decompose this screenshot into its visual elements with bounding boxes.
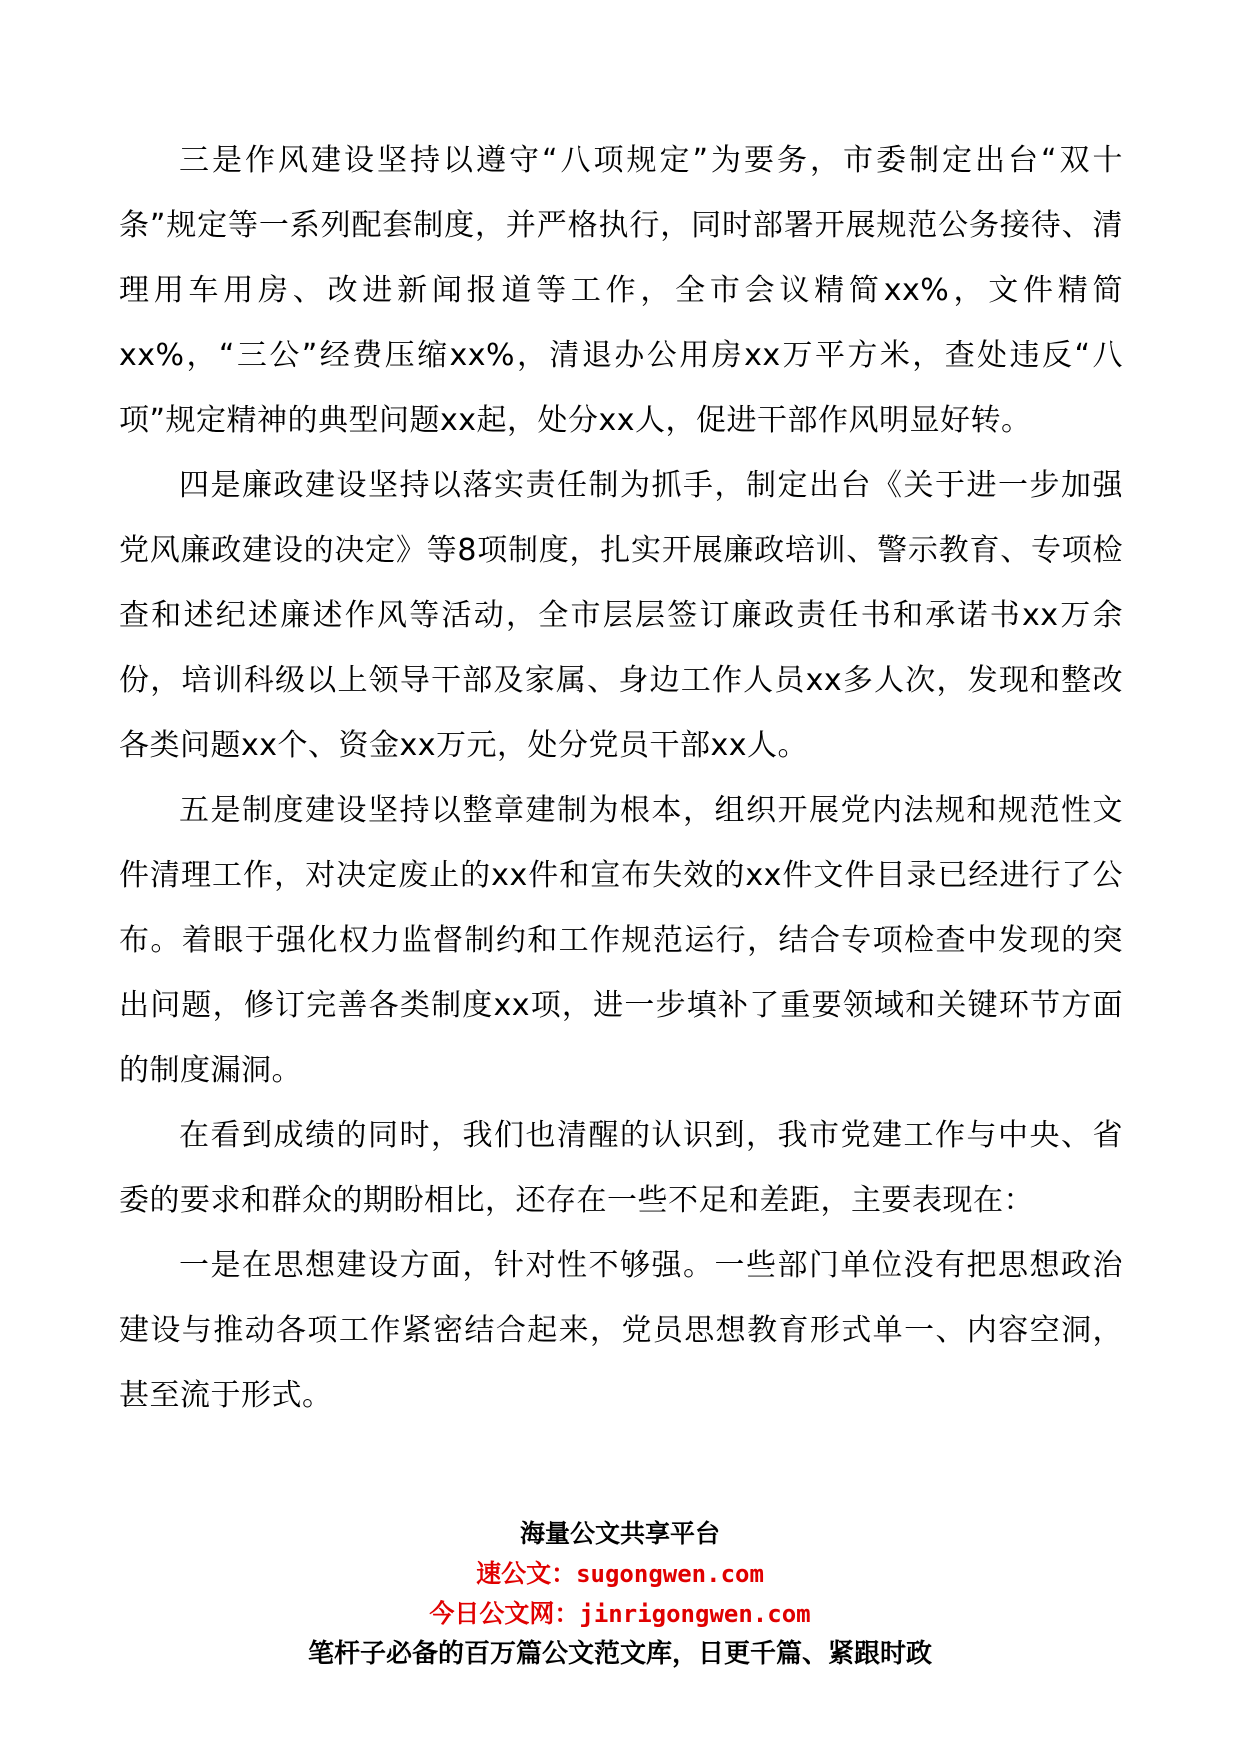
footer-slogan: 笔杆子必备的百万篇公文范文库，日更千篇、紧跟时政 (307, 1639, 932, 1669)
footer-banner (0, 1514, 1240, 1674)
paragraph-work-style: 三是作风建设坚持以遵守“八项规定”为要务，市委制定出台“双十条”规定等一系列配套制度，并严格执行，同时部署开展规范公务接待、清理用车用房、改进新闻报道等工作，全市会议精简xx%，文件精简xx%，“三公”经费压缩xx%，清退办公用房xx万平方米，查处违反“八项”规定精神的典型问题xx起，处分xx人，促进干部作风明显好转。 (119, 143, 1123, 438)
paragraph-institution-building: 五是制度建设坚持以整章建制为根本，组织开展党内法规和规范性文件清理工作，对决定废止的xx件和宣布失效的xx件文件目录已经进行了公布。着眼于强化权力监督制约和工作规范运行，结合专项检查中发现的突出问题，修订完善各类制度xx项，进一步填补了重要领域和关键环节方面的制度漏洞。 (119, 793, 1123, 1088)
paragraph-clean-government: 四是廉政建设坚持以落实责任制为抓手，制定出台《关于进一步加强党风廉政建设的决定》等8项制度，扎实开展廉政培训、警示教育、专项检查和述纪述廉述作风等活动，全市层层签订廉政责任书和承诺书xx万余份，培训科级以上领导干部及家属、身边工作人员xx多人次，发现和整改各类问题xx个、资金xx万元，处分党员干部xx人。 (119, 468, 1123, 763)
footer-site1-label: 速公文： (476, 1559, 577, 1588)
footer-site2-label: 今日公文网： (429, 1599, 580, 1628)
paragraph-ideological-building: 一是在思想建设方面，针对性不够强。一些部门单位没有把思想政治建设与推动各项工作紧密结合起来，党员思想教育形式单一、内容空洞，甚至流于形式。 (119, 1248, 1123, 1413)
footer-site1-url[interactable]: sugongwen.com (576, 1560, 764, 1588)
footer-title: 海量公文共享平台 (519, 1519, 720, 1548)
paragraph-shortcomings-intro: 在看到成绩的同时，我们也清醒的认识到，我市党建工作与中央、省委的要求和群众的期盼相比，还存在一些不足和差距，主要表现在： (119, 1118, 1123, 1218)
footer-site-jinrigongwen (0, 1594, 1240, 1634)
footer-site-sugongwen (0, 1554, 1240, 1594)
document-body (119, 128, 1123, 1428)
footer-site2-url[interactable]: jinrigongwen.com (579, 1600, 811, 1628)
